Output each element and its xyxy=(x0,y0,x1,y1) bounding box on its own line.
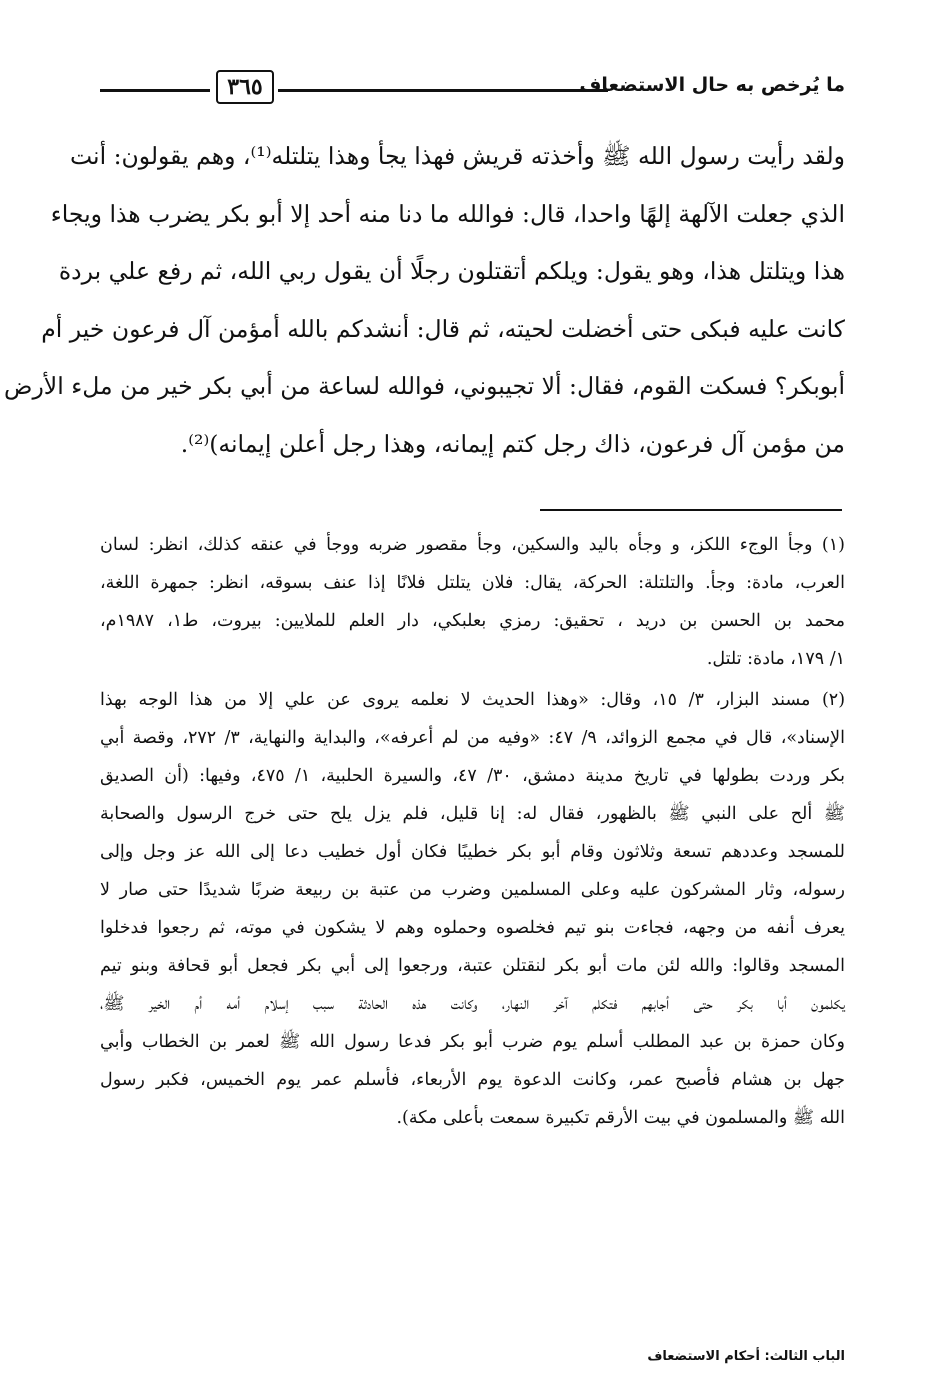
footnote-line: يعرف أنفه من وجهه، فجاءت بنو تيم فخلصوه وحملوه وهم لا يشكون في موته، ثم رجعوا فدخلوا xyxy=(100,918,845,938)
footnote-line: وكان حمزة بن عبد المطلب أسلم يوم ضرب أبو بكر فدعا رسول الله ﷺ لعمر بن الخطاب وأبي xyxy=(100,1032,845,1052)
main-line: الذي جعلت الآلهة إلهًا واحدا، قال: فوالله ما دنا منه أحد إلا أبو بكر يضرب هذا ويجاء xyxy=(50,199,845,228)
footnote-line: العرب، مادة: وجأ. والتلتلة: الحركة، يقال: فلان يتلتل فلانًا إذا عنف بسوقه، انظر: جمهرة اللغة، xyxy=(100,573,845,593)
main-line: من مؤمن آل فرعون، ذاك رجل كتم إيمانه، وهذا رجل أعلن إيمانه)⁽²⁾. xyxy=(180,429,845,458)
footnote-line: رسوله، وثار المشركون عليه وعلى المسلمين وضرب من عتبة بن ربيعة ضربًا شديدًا حتى صار لا xyxy=(100,880,845,900)
main-line: أبوبكر؟ فسكت القوم، فقال: ألا تجيبوني، فوالله لساعة من أبي بكر خير من ملء الأرض xyxy=(4,372,845,400)
main-text xyxy=(4,128,845,473)
footnote-line: (٢) مسند البزار، ٣/ ١٥، وقال: «وهذا الحديث لا نعلمه يروى عن علي إلا من هذا الوجه بهذا xyxy=(100,690,846,710)
running-title: ما يُرخص به حال الاستضعاف xyxy=(579,74,845,96)
header-rule-left xyxy=(100,89,210,92)
main-line: ولقد رأيت رسول الله ﷺ وأخذته قريش فهذا يجأ وهذا يتلتله⁽¹⁾، وهم يقولون: أنت xyxy=(69,142,845,170)
footnote-line: يكلمون أبا بكر حتى أجابهم فتكلم آخر النهار، وكانت هذه الحادثة سبب إسلام أمه أم الخير ﷺ، xyxy=(100,994,845,1014)
page-footer: الباب الثالث: أحكام الاستضعاف xyxy=(647,1349,845,1364)
footnote-line: ١/ ١٧٩، مادة: تلتل. xyxy=(706,649,845,669)
footnote-line: المسجد وقالوا: والله لئن مات أبو بكر لنقتلن عتبة، ورجعوا إلى أبي بكر فجعل أبو قحافة وبنو تيم xyxy=(100,956,845,976)
footnote-line: بكر وردت بطولها في تاريخ مدينة دمشق، ٣٠/ ٤٧، والسيرة الحلبية، ١/ ٤٧٥، وفيها: (أن الصديق xyxy=(100,766,846,786)
main-line: هذا ويتلتل هذا، وهو يقول: ويلكم أتقتلون رجلًا أن يقول ربي الله، ثم رفع علي بردة xyxy=(58,257,845,285)
footnote-line: للمسجد وعددهم تسعة وثلاثون وقام أبو بكر خطيبًا فكان أول خطيب دعا إلى الله عز وجل وإلى xyxy=(100,842,845,862)
header-rule-right xyxy=(278,89,608,92)
footnote-line: الإسناد»، قال في مجمع الزوائد، ٩/ ٤٧: «وفيه من لم أعرفه»، والبداية والنهاية، ٣/ ٢٧٢، وقصة أبي xyxy=(100,728,845,748)
footnote-line: جهل بن هشام فأصبح عمر، وكانت الدعوة يوم الأربعاء، فأسلم عمر يوم الخميس، فكبر رسول xyxy=(100,1070,845,1090)
footnote-line: ﷺ ألح على النبي ﷺ بالظهور، فقال له: إنا قليل، فلم يزل يلح حتى خرج الرسول والصحابة xyxy=(100,804,845,824)
page-header xyxy=(100,68,845,112)
footnote-2 xyxy=(100,681,845,1137)
footnote-1 xyxy=(100,526,845,678)
footnotes xyxy=(100,526,845,1137)
main-line: كانت عليه فبكى حتى أخضلت لحيته، ثم قال: أنشدكم بالله أمؤمن آل فرعون خير أم xyxy=(41,314,845,343)
footnote-line: محمد بن الحسن بن دريد ، تحقيق: رمزي بعلبكي، دار العلم للملايين: بيروت، ط١، ١٩٨٧م، xyxy=(100,611,845,631)
footnote-line: الله ﷺ والمسلمون في بيت الأرقم تكبيرة سمعت بأعلى مكة). xyxy=(396,1108,845,1128)
page-number: ٣٦٥ xyxy=(216,70,274,104)
footnote-line: (١) وجأ الوجء اللكز، و وجأه باليد والسكين، وجأ مقصور ضربه ووجأ في عنقه كذلك، انظر: لسان xyxy=(100,535,845,555)
footnote-divider xyxy=(540,509,842,511)
